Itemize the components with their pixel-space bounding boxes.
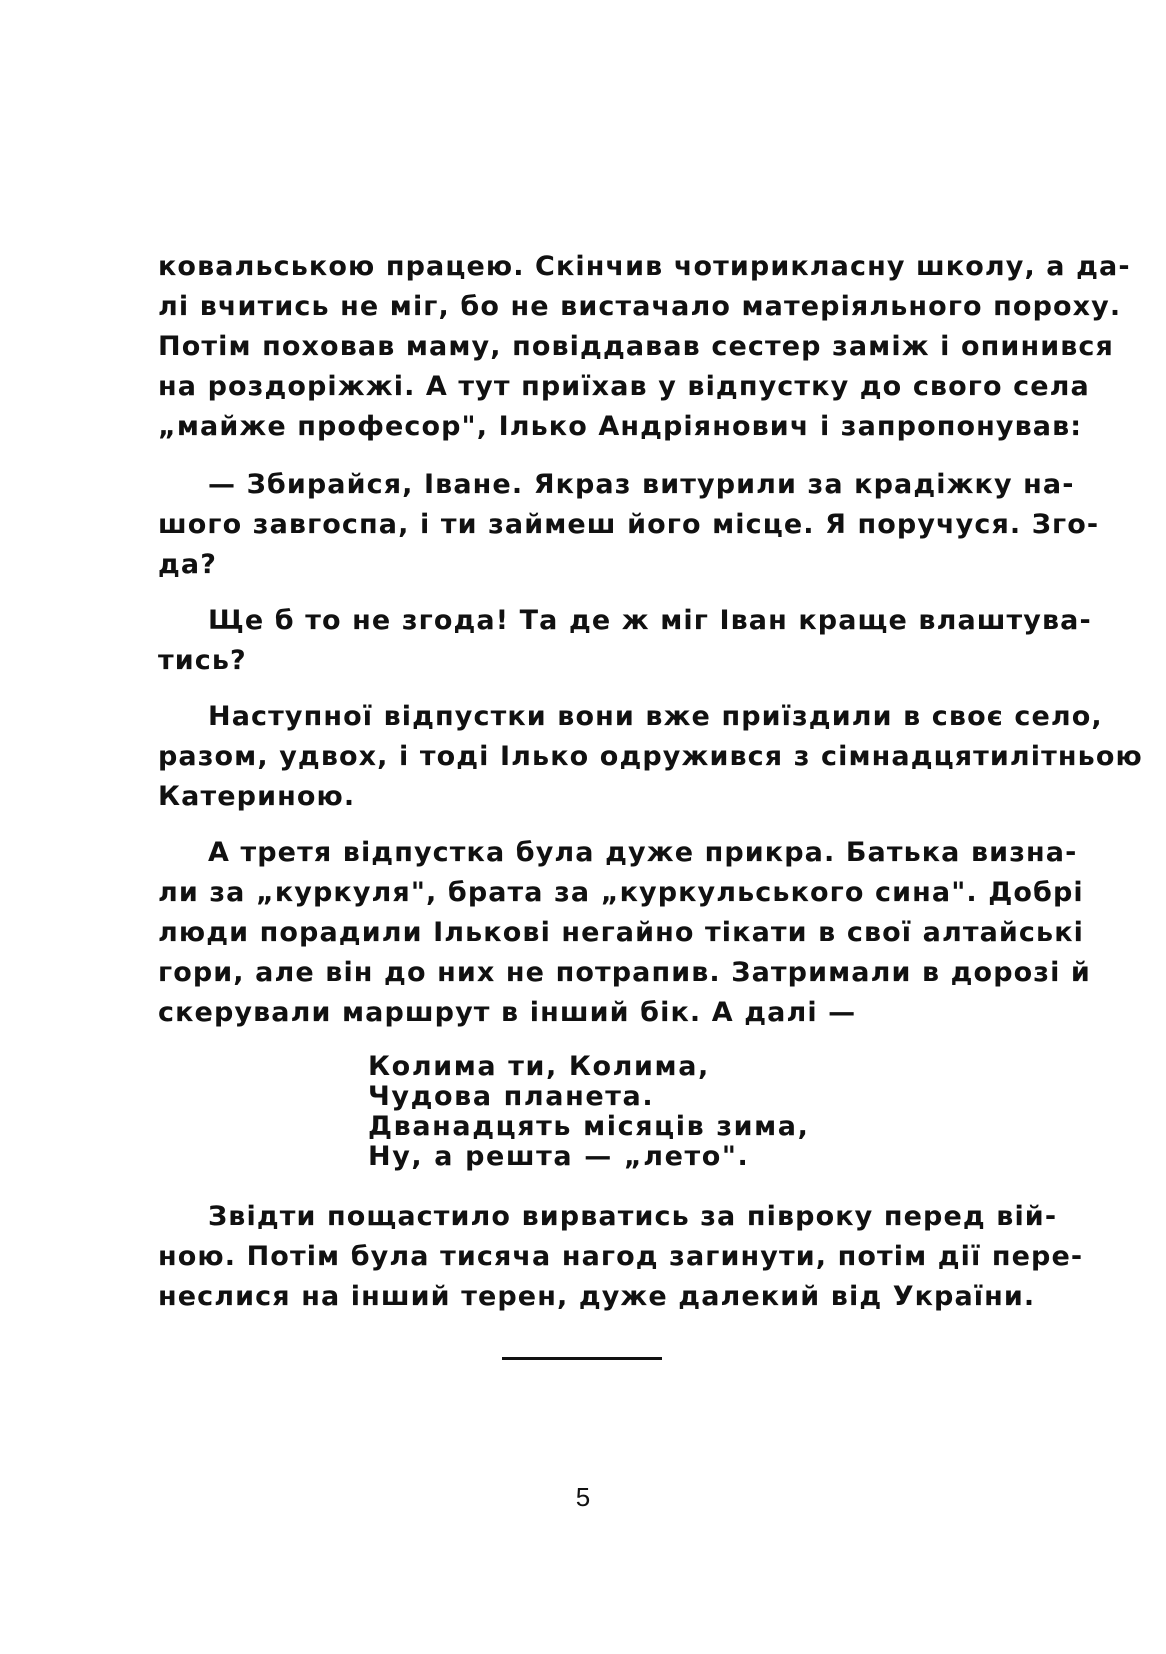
verse-line: Чудова планета. (368, 1081, 655, 1112)
text-line: тись? (158, 645, 247, 676)
text-line: ною. Потім була тисяча нагод загинути, потім дії пере- (158, 1241, 1084, 1272)
text-line: разом, удвох, і тоді Ілько одружився з сімнадцятилітньою (158, 741, 1143, 772)
verse-line: Колима ти, Колима, (368, 1051, 710, 1082)
text-line: на роздоріжжі. А тут приїхав у відпустку до свого села (158, 371, 1090, 402)
verse-line: Ну, а решта — „лето". (368, 1141, 750, 1172)
text-line: Наступної відпустки вони вже приїздили в своє село, (208, 701, 1103, 732)
text-line: Потім поховав маму, повіддавав сестер заміж і опинився (158, 331, 1114, 362)
text-line: неслися на інший терен, дуже далекий від України. (158, 1281, 1036, 1312)
text-line: шого завгоспа, і ти займеш його місце. Я поручуся. Зго- (158, 509, 1100, 540)
text-line: Звідти пощастило вирватись за півроку перед вій- (208, 1201, 1058, 1232)
text-line: ли за „куркуля", брата за „куркульського сина". Добрі (158, 877, 1084, 908)
text-line: гори, але він до них не потрапив. Затримали в дорозі й (158, 957, 1091, 988)
text-line: — Збирайся, Іване. Якраз витурили за крадіжку на- (208, 469, 1075, 500)
verse-line: Дванадцять місяців зима, (368, 1111, 810, 1142)
text-line: „майже професор", Ілько Андріянович і запропонував: (158, 411, 1083, 442)
text-line: А третя відпустка була дуже прикра. Батька визна- (208, 837, 1078, 868)
section-divider (502, 1357, 662, 1360)
text-line: скерували маршрут в інший бік. А далі — (158, 997, 857, 1028)
text-line: люди порадили Ількові негайно тікати в свої алтайські (158, 917, 1084, 948)
text-line: Катериною. (158, 781, 356, 812)
text-line: да? (158, 549, 217, 580)
text-line: Ще б то не згода! Та де ж міг Іван краще влаштува- (208, 605, 1092, 636)
text-line: ковальською працею. Скінчив чотирикласну школу, а да- (158, 251, 1131, 282)
page-number: 5 (575, 1482, 591, 1512)
text-line: лі вчитись не міг, бо не вистачало матеріяльного пороху. (158, 291, 1122, 322)
